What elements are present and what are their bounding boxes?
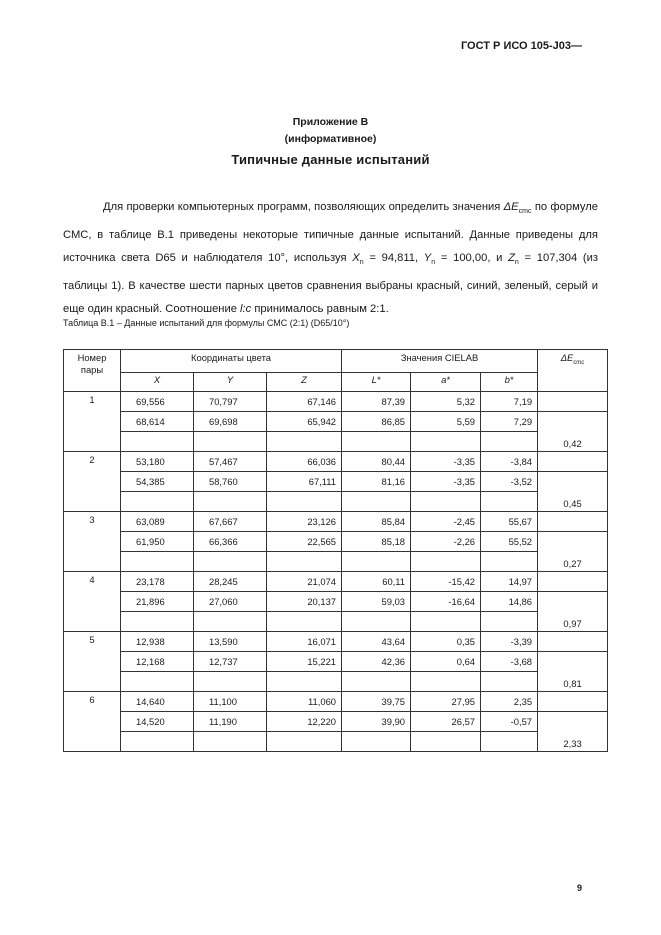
table-cell: 61,950: [121, 532, 194, 552]
table-spacer-cell: [194, 612, 267, 632]
table-cell: 39,90: [342, 712, 411, 732]
table-spacer-cell: [342, 612, 411, 632]
table-cell: 23,126: [267, 512, 342, 532]
table-cell: 66,366: [194, 532, 267, 552]
table-spacer-cell: [481, 672, 538, 692]
table-cell: 14,640: [121, 692, 194, 712]
table-cell: 55,52: [481, 532, 538, 552]
table-cell: -2,26: [411, 532, 481, 552]
table-spacer-cell: [267, 672, 342, 692]
table-spacer-cell: [194, 432, 267, 452]
table-row: [64, 512, 608, 532]
table-spacer-cell: [121, 612, 194, 632]
table-spacer-cell: [267, 492, 342, 512]
table-cell: 12,220: [267, 712, 342, 732]
table-row: [64, 532, 608, 552]
table-spacer-cell: [411, 672, 481, 692]
table-cell-empty: [538, 632, 608, 652]
table-cell: 14,86: [481, 592, 538, 612]
table-cell: 42,36: [342, 652, 411, 672]
table-cell: 22,565: [267, 532, 342, 552]
table-spacer-cell: [481, 432, 538, 452]
appendix-title: Приложение В: [292, 116, 369, 128]
table-spacer-cell: [121, 672, 194, 692]
table-cell-empty: [538, 692, 608, 712]
table-cell: 70,797: [194, 392, 267, 412]
table-spacer-cell: [267, 612, 342, 632]
page-number: 9: [576, 883, 582, 893]
table-cell: 68,614: [121, 412, 194, 432]
table-cell: -0,57: [481, 712, 538, 732]
table-spacer-cell: [121, 492, 194, 512]
standard-code: ГОСТ Р ИСО 105-J03—: [460, 40, 582, 52]
table-spacer-cell: [194, 672, 267, 692]
delta-e-value: 2,33: [538, 712, 608, 752]
table-cell: 28,245: [194, 572, 267, 592]
table-spacer-cell: [481, 492, 538, 512]
pair-number: 4: [64, 572, 121, 632]
table-cell: 0,64: [411, 652, 481, 672]
table-cell: 5,59: [411, 412, 481, 432]
table-spacer-cell: [267, 432, 342, 452]
table-cell: 69,556: [121, 392, 194, 412]
table-spacer-cell: [411, 612, 481, 632]
table-cell: 86,85: [342, 412, 411, 432]
table-cell: 39,75: [342, 692, 411, 712]
table-row: [64, 712, 608, 732]
header-cielab-values: Значения CIELAB: [342, 350, 538, 373]
table-cell: 11,100: [194, 692, 267, 712]
table-cell: 15,221: [267, 652, 342, 672]
table-cell: 12,168: [121, 652, 194, 672]
table-cell: 69,698: [194, 412, 267, 432]
table-cell: 43,64: [342, 632, 411, 652]
table-cell: -3,39: [481, 632, 538, 652]
table-row: [64, 652, 608, 672]
table-spacer-cell: [342, 672, 411, 692]
table-cell: -3,68: [481, 652, 538, 672]
delta-e-value: 0,27: [538, 532, 608, 572]
table-cell: 54,385: [121, 472, 194, 492]
table-cell: -3,52: [481, 472, 538, 492]
table-cell: 12,737: [194, 652, 267, 672]
table-cell: 59,03: [342, 592, 411, 612]
table-caption: Таблица В.1 – Данные испытаний для формулы СМС (2:1) (D65/10°): [63, 318, 350, 328]
table-cell: -15,42: [411, 572, 481, 592]
table-cell: 80,44: [342, 452, 411, 472]
table-cell: 2,35: [481, 692, 538, 712]
table-cell: 11,190: [194, 712, 267, 732]
table-spacer-row: [64, 552, 608, 572]
pair-number: 5: [64, 632, 121, 692]
table-spacer-cell: [411, 432, 481, 452]
table-cell: -16,64: [411, 592, 481, 612]
table-cell: 58,760: [194, 472, 267, 492]
table-spacer-cell: [342, 492, 411, 512]
pair-number: 2: [64, 452, 121, 512]
table-cell-empty: [538, 572, 608, 592]
table-spacer-row: [64, 492, 608, 512]
table-spacer-cell: [121, 732, 194, 752]
table-spacer-cell: [121, 552, 194, 572]
section-title: Типичные данные испытаний: [231, 152, 430, 167]
header-b-star: b*: [481, 373, 538, 392]
header-delta-e: $\Delta E_{cmc}$: [538, 350, 608, 392]
table-spacer-cell: [342, 732, 411, 752]
table-cell: 65,942: [267, 412, 342, 432]
table-cell: 67,146: [267, 392, 342, 412]
table-spacer-cell: [267, 552, 342, 572]
table-cell: 7,19: [481, 392, 538, 412]
pair-number: 1: [64, 392, 121, 452]
header-l-star: L*: [342, 373, 411, 392]
table-cell: 87,39: [342, 392, 411, 412]
table-cell: 27,060: [194, 592, 267, 612]
header-pair-number: Номер пары: [64, 350, 121, 392]
table-cell: 12,938: [121, 632, 194, 652]
table-spacer-cell: [194, 492, 267, 512]
header-a-star: a*: [411, 373, 481, 392]
table-cell: 0,35: [411, 632, 481, 652]
table-row: [64, 412, 608, 432]
delta-e-value: 0,81: [538, 652, 608, 692]
table-cell: 27,95: [411, 692, 481, 712]
table-cell: 53,180: [121, 452, 194, 472]
table-cell: 85,18: [342, 532, 411, 552]
table-cell: 66,036: [267, 452, 342, 472]
header-x: X: [121, 373, 194, 392]
table-spacer-cell: [481, 612, 538, 632]
table-cell: 13,590: [194, 632, 267, 652]
table-spacer-cell: [194, 552, 267, 572]
table-cell: 60,11: [342, 572, 411, 592]
table-cell-empty: [538, 512, 608, 532]
table-cell: 20,137: [267, 592, 342, 612]
table-cell: 67,667: [194, 512, 267, 532]
table-cell: 7,29: [481, 412, 538, 432]
header-y: Y: [194, 373, 267, 392]
table-row: [64, 592, 608, 612]
table-cell: -2,45: [411, 512, 481, 532]
table-spacer-cell: [481, 552, 538, 572]
intro-paragraph: Для проверки компьютерных программ, позволяющих определить значения $\Delta E_{cmc}$ по формуле СМС, в таблице В.1 приведены некоторые типичные данные испытаний. Данные приведены для источника света D65 и наблюдателя 10°, используя $X_n = 94,811$, $Y_n = 100,00$, и $Z_n = 107,304$ (из таблицы 1). В качестве шести парных цветов сравнения выбраны красный, синий, зеленый, серый и еще один красный. Соотношение l:c принималось равным 2:1.: [63, 201, 599, 315]
table-cell-empty: [538, 392, 608, 412]
table-spacer-cell: [342, 432, 411, 452]
delta-e-value: 0,42: [538, 412, 608, 452]
table-cell: 14,97: [481, 572, 538, 592]
table-cell: 16,071: [267, 632, 342, 652]
delta-e-value: 0,45: [538, 472, 608, 512]
table-spacer-row: [64, 672, 608, 692]
header-color-coordinates: Координаты цвета: [121, 350, 342, 373]
table-spacer-cell: [411, 492, 481, 512]
table-row: [64, 472, 608, 492]
table-cell: 81,16: [342, 472, 411, 492]
table-cell: 85,84: [342, 512, 411, 532]
table-row: [64, 572, 608, 592]
table-cell-empty: [538, 452, 608, 472]
table-spacer-row: [64, 612, 608, 632]
table-cell: 55,67: [481, 512, 538, 532]
table-cell: 26,57: [411, 712, 481, 732]
table-cell: 23,178: [121, 572, 194, 592]
table-cell: 5,32: [411, 392, 481, 412]
table-cell: 11,060: [267, 692, 342, 712]
table-spacer-cell: [411, 732, 481, 752]
table-cell: 21,896: [121, 592, 194, 612]
table-row: [64, 392, 608, 412]
table-row: [64, 452, 608, 472]
table-spacer-cell: [121, 432, 194, 452]
table-cell: -3,35: [411, 452, 481, 472]
table-cell: 63,089: [121, 512, 194, 532]
table-spacer-row: [64, 732, 608, 752]
pair-number: 6: [64, 692, 121, 752]
table-spacer-cell: [342, 552, 411, 572]
table-cell: 21,074: [267, 572, 342, 592]
pair-number: 3: [64, 512, 121, 572]
table-spacer-row: [64, 432, 608, 452]
table-cell: -3,84: [481, 452, 538, 472]
table-spacer-cell: [411, 552, 481, 572]
table-spacer-cell: [194, 732, 267, 752]
table-cell: -3,35: [411, 472, 481, 492]
table-spacer-cell: [481, 732, 538, 752]
table-cell: 14,520: [121, 712, 194, 732]
test-data-table: [63, 349, 608, 752]
table-row: [64, 632, 608, 652]
table-cell: 67,111: [267, 472, 342, 492]
delta-e-value: 0,97: [538, 592, 608, 632]
appendix-note: (информативное): [284, 133, 377, 145]
table-spacer-cell: [267, 732, 342, 752]
header-z: Z: [267, 373, 342, 392]
table-cell: 57,467: [194, 452, 267, 472]
table-row: [64, 692, 608, 712]
